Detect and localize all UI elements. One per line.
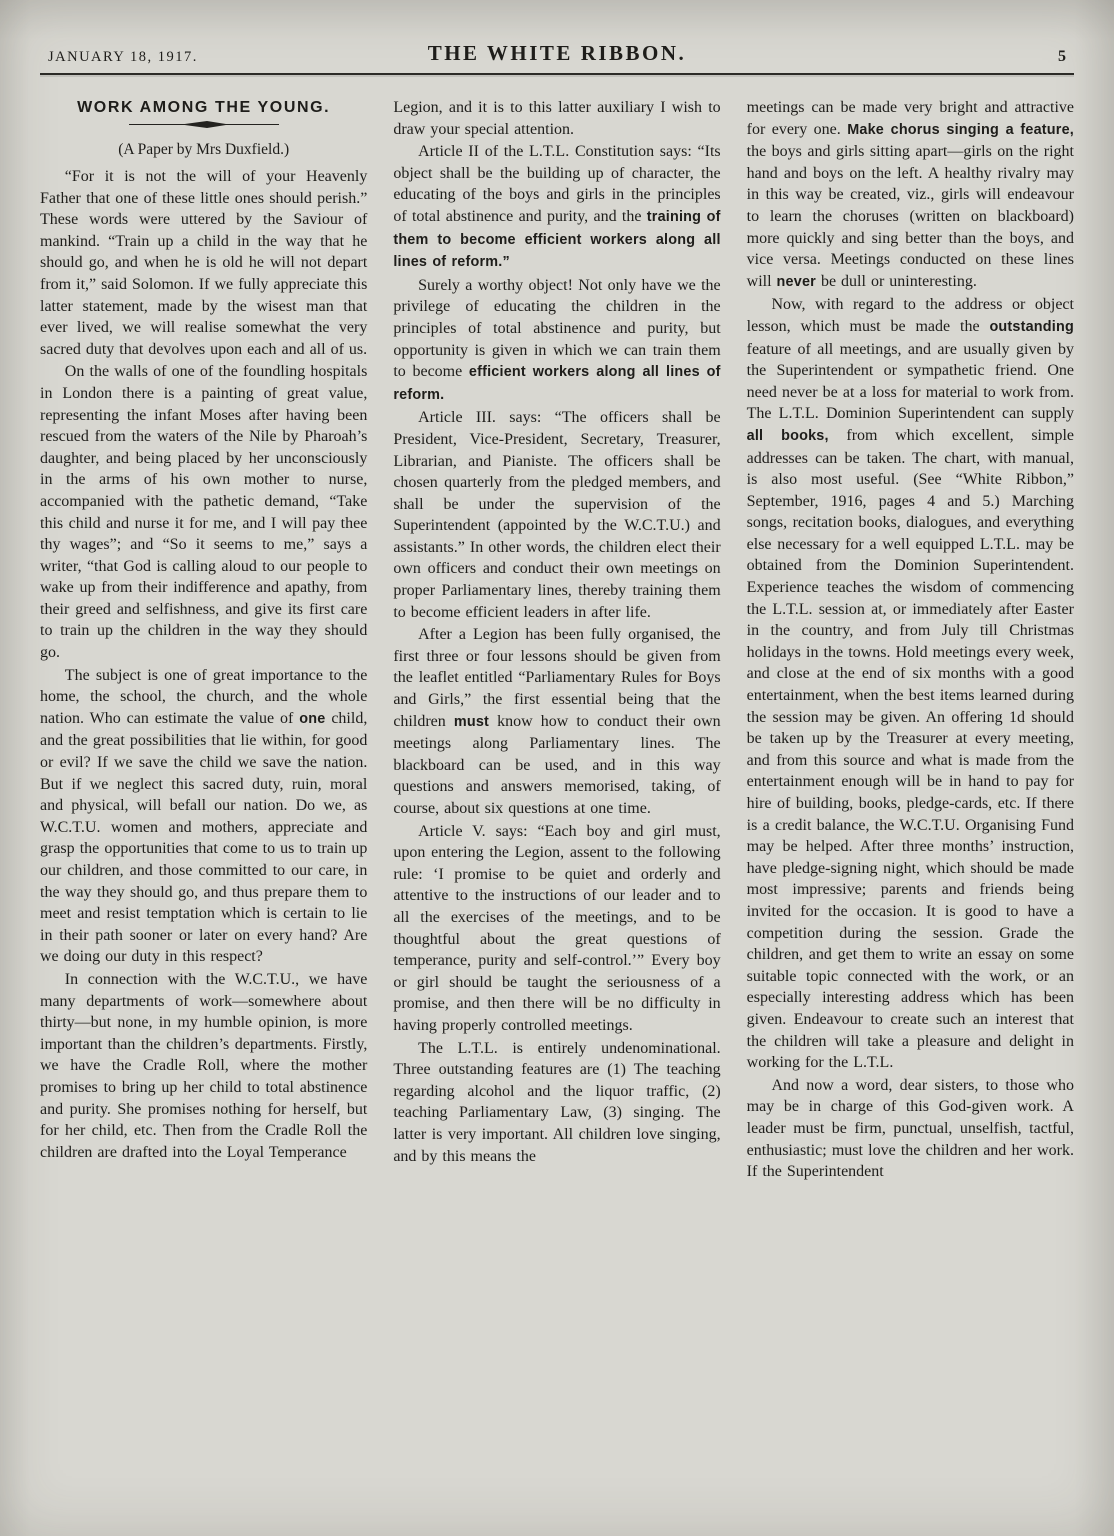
text-column <box>747 97 1074 1183</box>
paragraph: Article II of the L.T.L. Constitution says: “Its object shall be the building up of character, the educating of the boys and girls in the principles of total abstinence and purity, and the training of them to become efficient workers along all lines of reform.” <box>393 143 721 271</box>
column-1 <box>40 97 367 1184</box>
bold-emphasis: efficient workers along all lines of reform. <box>393 364 721 403</box>
column-2 <box>393 97 720 1184</box>
page-number: 5 <box>1058 48 1066 65</box>
paragraph: Surely a worthy object! Not only have we the privilege of educating the children in the principles of total abstinence and purity, but opportunity is given in which we can train them to become efficient workers along all lines of reform. <box>393 276 721 403</box>
paragraph: Now, with regard to the address or object lesson, which must be made the outstanding feature of all meetings, and are usually given by the Superintendent or sympathetic friend. One need never be at a loss for material to work from. The L.T.L. Dominion Superintendent can supply all books, from which excellent, simple addresses can be taken. The chart, with manual, is also most useful. (See “White Ribbon,” September, 1916, pages 4 and 5.) Marching songs, recitation books, dialogues, and everything else necessary for a well equipped L.T.L. may be obtained from the Dominion Superintendent. Experience teaches the wisdom of commencing the L.T.L. session at, or immediately after Easter in the country, and from July till Christmas holidays in the towns. Hold meetings every week, and close at the end of six months with a good entertainment, when the best items learned during the session may be given. An offering 1d should be taken up by the Treasurer at every meeting, and from this source and what is made from the entertainment enough will be in hand to pay for hire of building, books, pledge-cards, etc. If there is a credit balance, the W.C.T.U. Organising Fund may be helped. After three months’ instruction, have pledge-signing night, which should be made most impressive; parents and friends being invited for the occasion. It is good to have a competition during the session. Grade the children, and get them to write an essay on some suitable topic connected with the work, or an especially interesting address which has been given. Endeavour to create such an interest that the children will take a pleasure and delight in working for the L.T.L. <box>746 296 1074 1072</box>
paragraph: In connection with the W.C.T.U., we have many departments of work—somewhere about thirty—but none, in my humble opinion, is more important than the children’s departments. Firstly, we have the Cradle Roll, where the mother promises to bring up her child to total abstinence and purity. She promises nothing for herself, but for her child, etc. Then from the Cradle Roll the children are drafted into the Loyal Temperance <box>40 970 368 1161</box>
page-header <box>40 26 1074 66</box>
issue-date: JANUARY 18, 1917. <box>48 49 198 65</box>
bold-emphasis: training of them to become efficient workers along all lines of reform.” <box>393 208 721 271</box>
bold-emphasis: never <box>776 273 816 290</box>
paragraph: Legion, and it is to this latter auxiliary I wish to draw your special attention. <box>393 99 721 138</box>
bold-emphasis: all books, <box>746 427 829 444</box>
paragraph: Article V. says: “Each boy and girl must, upon entering the Legion, assent to the following rule: ‘I promise to be quiet and orderly and attentive to the instructions of our leader and to all the exercises of the meetings, and to be thoughtful about the great questions of temperance, purity and self-control.’” Every boy or girl should be taught the seriousness of a promise, and then there will be no difficulty in having properly controlled meetings. <box>393 822 721 1034</box>
bold-emphasis: one <box>299 710 326 727</box>
bold-emphasis: outstanding <box>989 318 1074 335</box>
text-column <box>393 97 720 1167</box>
article-byline: (A Paper by Mrs Duxfield.) <box>118 141 290 158</box>
paragraph: On the walls of one of the foundling hospitals in London there is a painting of great value, representing the infant Moses after having been rescued from the waters of the Nile by Pharoah’s daughter, and being placed by her unconsciously in the arms of his own mother to nurse, accompanied with the pathetic demand, “Take this child and nurse it for me, and I will pay thee thy wages”; and “So it seems to me,” says a writer, “that God is calling aloud to our people to wake up from their indifference and apathy, from their greed and selfishness, and give its first care to train up the children in the way they should go. <box>40 363 368 662</box>
column-3 <box>747 97 1074 1184</box>
paragraph: And now a word, dear sisters, to those who may be in charge of this God-given work. A leader must be firm, punctual, unselfish, tactful, enthusiastic; must love the children and her work. If the Superintendent <box>746 1076 1074 1181</box>
text-column <box>40 166 367 1163</box>
bold-emphasis: must <box>453 713 490 730</box>
heading-ornament-icon <box>129 120 279 129</box>
paragraph: The subject is one of great importance to the home, the school, the church, and the whole nation. Who can estimate the value of one child, and the great possibilities that lie within, for good or evil? If we save the child we save the nation. But if we neglect this sacred duty, ruin, moral and physical, will befall our nation. Do we, as W.C.T.U. women and mothers, appreciate and grasp the opportunities that come to us to train up our children, and those committed to our care, in the way they should go, and thus prepare them to meet and resist temptation which is certain to lie in their path sooner or later on every hand? Are we doing our duty in this respect? <box>40 666 368 966</box>
article-heading: WORK AMONG THE YOUNG. <box>77 99 331 116</box>
article-columns <box>40 97 1074 1184</box>
paragraph: After a Legion has been fully organised, the first three or four lessons should be given from the leaflet entitled “Parliamentary Rules for Boys and Girls,” the first essential being that the children must know how to conduct their own meetings along Parliamentary lines. The blackboard can be used, and in this way questions and answers memorised, taking, of course, about six questions at one time. <box>393 626 721 817</box>
paragraph: “For it is not the will of your Heavenly Father that one of these little ones should perish.” These words were uttered by the Saviour of mankind. “Train up a child in the way that he should go, and when he is old he will not depart from it,” said Solomon. If we fully appreciate this latter statement, made by the wisest man that ever lived, we will realise somewhat the very sacred duty that devolves upon each and all of us. <box>40 168 368 358</box>
bold-emphasis: Make chorus singing a feature, <box>847 121 1074 138</box>
header-rule <box>40 73 1074 75</box>
paragraph: Article III. says: “The officers shall be President, Vice-President, Secretary, Treasurer, Librarian, and Pianiste. The officers shall be chosen quarterly from the pledged members, and shall be under the supervision of the Superintendent (appointed by the W.C.T.U.) and assistants.” In other words, the children elect their own officers and conduct their own meetings on proper Parliamentary lines, thereby training them to become efficient leaders in after life. <box>393 409 721 621</box>
masthead-title: THE WHITE RIBBON. <box>427 41 687 65</box>
paragraph: The L.T.L. is entirely undenominational. Three outstanding features are (1) The teaching regarding alcohol and the liquor traffic, (2) teaching Parliamentary Law, (3) singing. The latter is very important. All children love singing, and by this means the <box>393 1039 721 1165</box>
masthead <box>428 41 687 66</box>
paragraph: meetings can be made very bright and attractive for every one. Make chorus singing a feature, the boys and girls sitting apart—girls on the right hand and boys on the left. A healthy rivalry may in this way be created, viz., girls will endeavour to learn the choruses (written on blackboard) more quickly and sing better than the boys, and vice versa. Meetings conducted on these lines will never be dull or uninteresting. <box>746 99 1074 290</box>
